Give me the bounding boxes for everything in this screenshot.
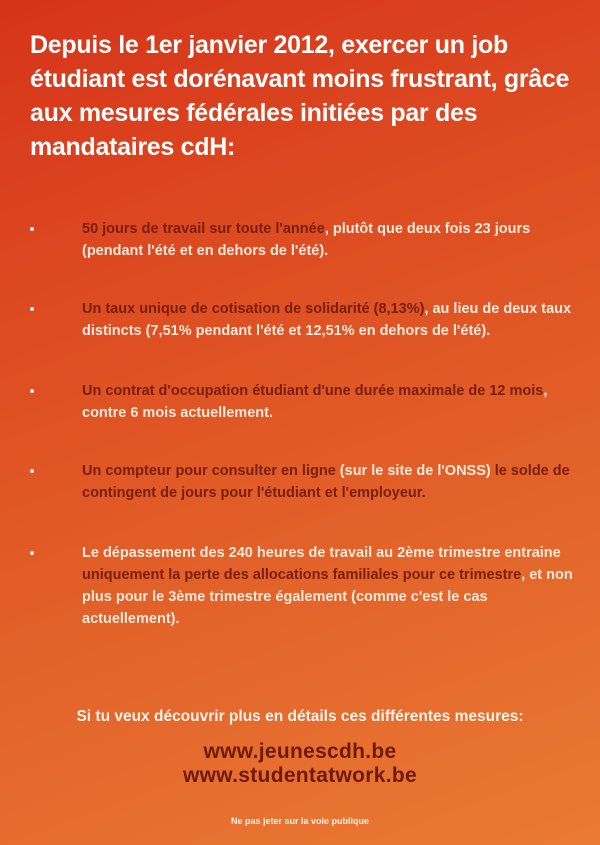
headline: Depuis le 1er janvier 2012, exercer un job étudiant est dorénavant moins frustrant, grâce aux mesures fédérales initiées par des mandataires cdH: (30, 31, 570, 161)
call-to-action: Si tu veux découvrir plus en détails ces différentes mesures: (76, 708, 524, 725)
measure-highlight: 50 jours de travail sur toute l'année (82, 221, 325, 237)
website-links (0, 740, 600, 788)
footer-notice: Ne pas jeter sur la voie publique (230, 816, 370, 826)
link-studentatwork[interactable]: www.studentatwork.be (183, 764, 417, 787)
measures-list (30, 218, 575, 630)
measure-text: , contre 6 mois actuellement. (82, 383, 548, 421)
list-item (30, 460, 575, 504)
measure-highlight: uniquement la perte des allocations familiales pour ce trimestre (82, 567, 522, 583)
measure-text-2: , et non plus pour le 3ème trimestre également (comme c'est le cas actuellement). (82, 567, 573, 627)
list-item (30, 542, 575, 630)
list-item (30, 218, 575, 262)
bullet-dot-icon (30, 551, 34, 555)
measure-highlight: Un taux unique de cotisation de solidarité (8,13%) (82, 301, 425, 317)
link-jeunescdh[interactable]: www.jeunescdh.be (203, 740, 397, 763)
measure-text: , au lieu de deux taux distincts (7,51% pendant l'été et 12,51% en dehors de l'été). (82, 301, 572, 339)
bullet-dot-icon (30, 469, 34, 473)
list-item (30, 298, 575, 342)
measure-highlight: Un compteur pour consulter en ligne (82, 463, 336, 479)
bullet-dot-icon (30, 389, 34, 393)
measure-highlight: Un contrat d'occupation étudiant d'une durée maximale de 12 mois (82, 383, 544, 399)
measure-text: , plutôt que deux fois 23 jours (pendant l'été et en dehors de l'été). (82, 221, 531, 259)
measure-text: (sur le site de l'ONSS) (335, 463, 495, 479)
bullet-dot-icon (30, 307, 34, 311)
measure-text: Le dépassement des 240 heures de travail au 2ème trimestre entraine (82, 545, 561, 561)
list-item (30, 380, 575, 424)
measure-highlight-2: le solde de contingent de jours pour l'étudiant et l'employeur. (82, 463, 570, 501)
bullet-dot-icon (30, 227, 34, 231)
